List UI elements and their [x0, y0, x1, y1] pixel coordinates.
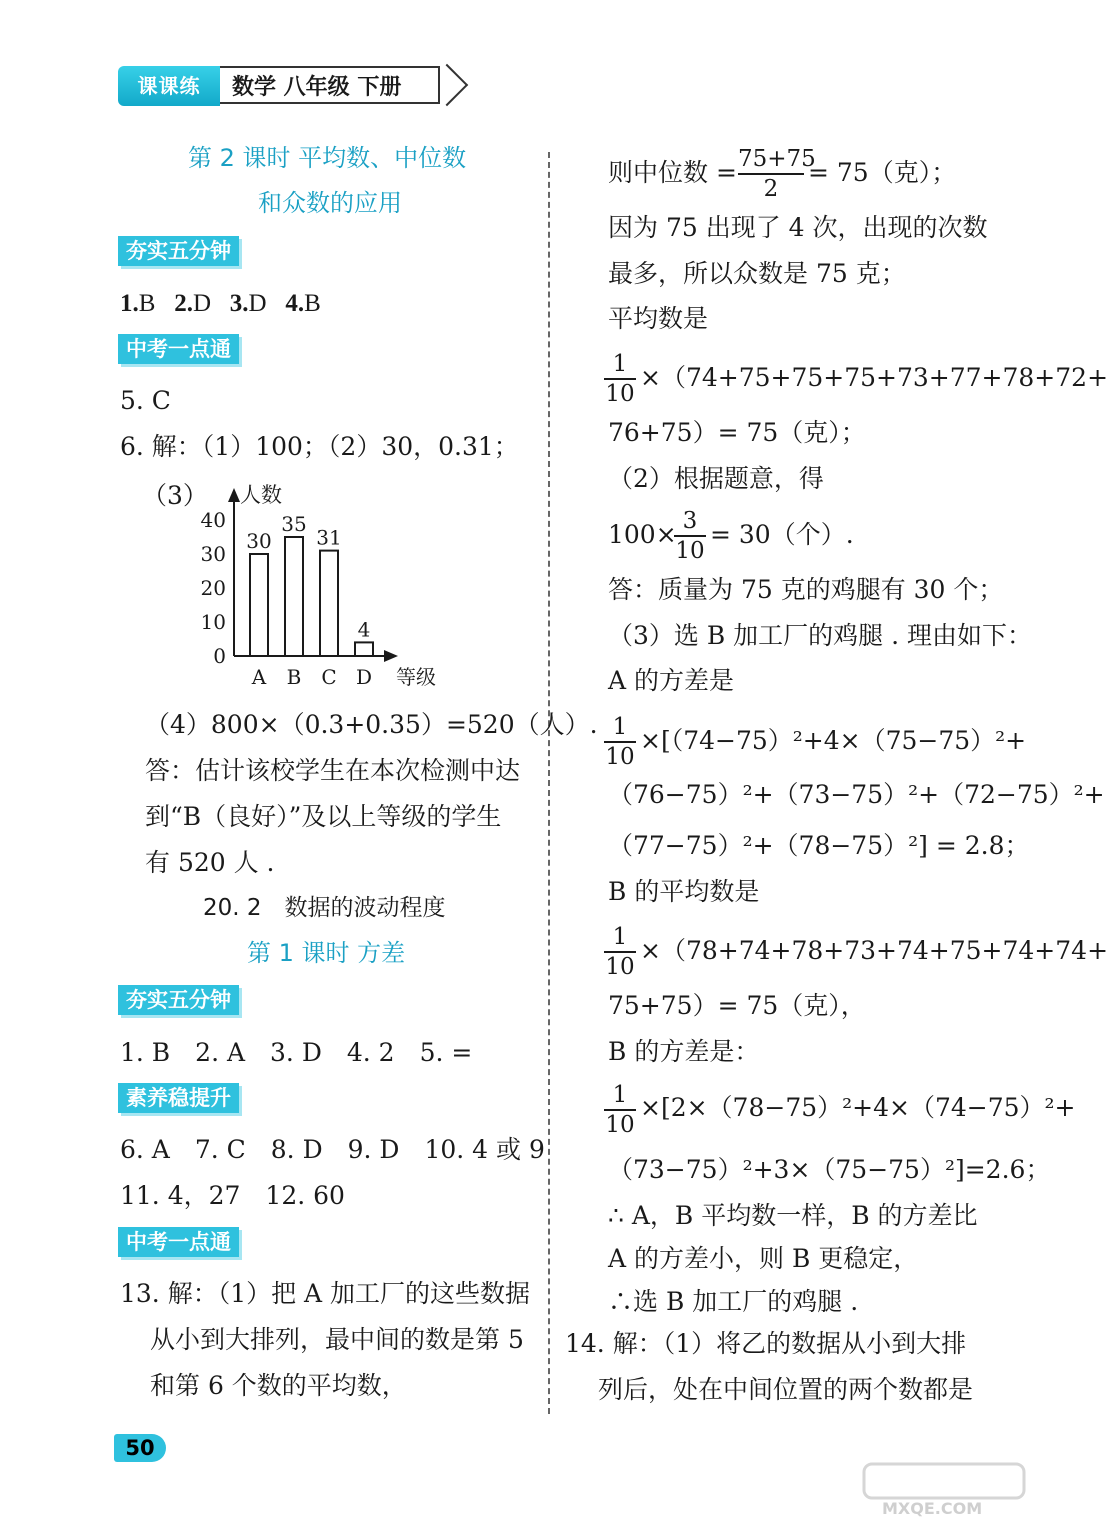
answer-line: A 的方差小，则 B 更稳定， [608, 1244, 919, 1273]
lesson-title-line1: 第 2 课时 平均数、中位数 [188, 144, 467, 172]
answer-line: B 的平均数是 [608, 877, 760, 906]
answer-line: 6. A 7. C 8. D 9. D 10. 4 或 9 [120, 1135, 545, 1164]
answer-line: ×（78+74+78+73+74+75+74+74+ [640, 936, 1108, 965]
y-tick-label: 40 [200, 508, 226, 532]
fraction: 75+75 2 [738, 146, 816, 202]
fraction: 1 10 [605, 351, 635, 407]
column-divider [548, 152, 550, 1414]
lesson-title-line2: 和众数的应用 [258, 189, 402, 217]
answer-line: 则中位数 = [608, 158, 737, 187]
y-tick-label: 0 [213, 644, 226, 668]
section-tag: 夯实五分钟 [118, 985, 239, 1015]
brand-logo: 课课练 [118, 66, 220, 106]
y-tick-label: 20 [200, 576, 226, 600]
x-tick-label: A [251, 665, 267, 689]
answer-line: （73−75）²+3×（75−75）²]=2.6； [608, 1155, 1051, 1184]
part-label: （3） [142, 481, 208, 510]
answer-line: B 的方差是： [608, 1037, 760, 1066]
answer-line: 因为 75 出现了 4 次，出现的次数 [608, 213, 988, 242]
data-label: 31 [316, 525, 342, 550]
x-tick-label: D [355, 665, 373, 689]
section-tag: 中考一点通 [118, 334, 239, 364]
answer-line: 从小到大排列，最中间的数是第 5 [150, 1325, 524, 1354]
answer-line: （3）选 B 加工厂的鸡腿 . 理由如下： [608, 621, 1033, 650]
answer-line: 6. 解：（1）100；（2）30，0.31； [120, 432, 519, 461]
answer-line: = 30（个）. [710, 520, 854, 549]
answer-line: ×[（74−75）²+4×（75−75）²+ [640, 726, 1027, 755]
answer-line: 76+75）= 75（克）； [608, 418, 866, 447]
answer-line: 列后，处在中间位置的两个数都是 [598, 1375, 974, 1404]
bar-A [250, 554, 268, 656]
answer-line: （2）根据题意，得 [608, 464, 824, 493]
answer-line: 答：估计该校学生在本次检测中达 [145, 756, 521, 785]
answer-line: （76−75）²+（73−75）²+（72−75）²+ [608, 780, 1105, 809]
answer-line: 最多，所以众数是 75 克； [608, 259, 906, 288]
answer-line: 答：质量为 75 克的鸡腿有 30 个； [608, 575, 1004, 604]
answer-line: A 的方差是 [608, 666, 735, 695]
page-number: 50 [114, 1434, 166, 1462]
fraction: 1 10 [605, 714, 635, 770]
section-tag: 夯实五分钟 [118, 236, 239, 266]
answer-line: 1.B 2.D 3.D 4.B [120, 290, 321, 317]
x-tick-label: C [321, 665, 337, 689]
answer-line: 13. 解：（1）把 A 加工厂的这些数据 [120, 1279, 531, 1308]
answer-line: = 75（克）； [808, 158, 957, 187]
svg-text:MXQE.COM: MXQE.COM [882, 1499, 983, 1518]
fraction: 1 10 [605, 924, 635, 980]
answer-line: 100× [608, 520, 677, 549]
answer-line: 11. 4，27 12. 60 [120, 1181, 345, 1210]
answer-line: 1. B 2. A 3. D 4. 2 5. = [120, 1038, 473, 1067]
answer-line: ∴选 B 加工厂的鸡腿 . [608, 1287, 859, 1316]
x-axis-label: 等级 [396, 665, 436, 689]
answer-line: ∴ A，B 平均数一样，B 的方差比 [608, 1201, 978, 1230]
bar-chart [190, 478, 450, 698]
answer-line: 到“B（良好）”及以上等级的学生 [145, 802, 502, 831]
section-tag: 中考一点通 [118, 1227, 239, 1257]
lesson-title: 第 1 课时 方差 [247, 939, 406, 967]
subject-label: 数学 八年级 下册 [220, 66, 440, 104]
answer-line: 5. C [120, 386, 171, 415]
data-label: 35 [281, 512, 307, 536]
y-tick-label: 10 [200, 610, 226, 634]
answer-line: 平均数是 [608, 304, 709, 333]
bar-C [320, 551, 338, 656]
watermark-logo [860, 1460, 1030, 1520]
section-title: 20. 2 数据的波动程度 [203, 895, 446, 921]
fraction: 1 10 [605, 1082, 635, 1138]
answer-line: （77−75）²+（78−75）²] = 2.8； [608, 831, 1030, 860]
answer-line: 75+75）= 75（克）， [608, 991, 866, 1020]
answer-line: 有 520 人 . [145, 848, 275, 877]
answer-line: 14. 解：（1）将乙的数据从小到大排 [565, 1329, 967, 1358]
y-tick-label: 30 [200, 542, 226, 566]
y-axis-arrow [228, 488, 240, 502]
x-axis-arrow [384, 650, 398, 662]
section-tag: 素养稳提升 [118, 1083, 239, 1113]
fraction: 3 10 [675, 508, 705, 564]
bar-B [285, 537, 303, 656]
data-label: 4 [357, 617, 371, 642]
x-tick-label: B [286, 665, 302, 689]
answer-line: ×（74+75+75+75+73+77+78+72+ [640, 363, 1108, 392]
answer-line: （4）800×（0.3+0.35）=520（人）. [145, 710, 598, 739]
answer-line: ×[2×（78−75）²+4×（74−75）²+ [640, 1093, 1076, 1122]
answer-line: 和第 6 个数的平均数， [150, 1371, 407, 1400]
y-axis-label: 人数 [240, 483, 282, 507]
bar-D [355, 642, 373, 656]
data-label: 30 [246, 529, 272, 553]
